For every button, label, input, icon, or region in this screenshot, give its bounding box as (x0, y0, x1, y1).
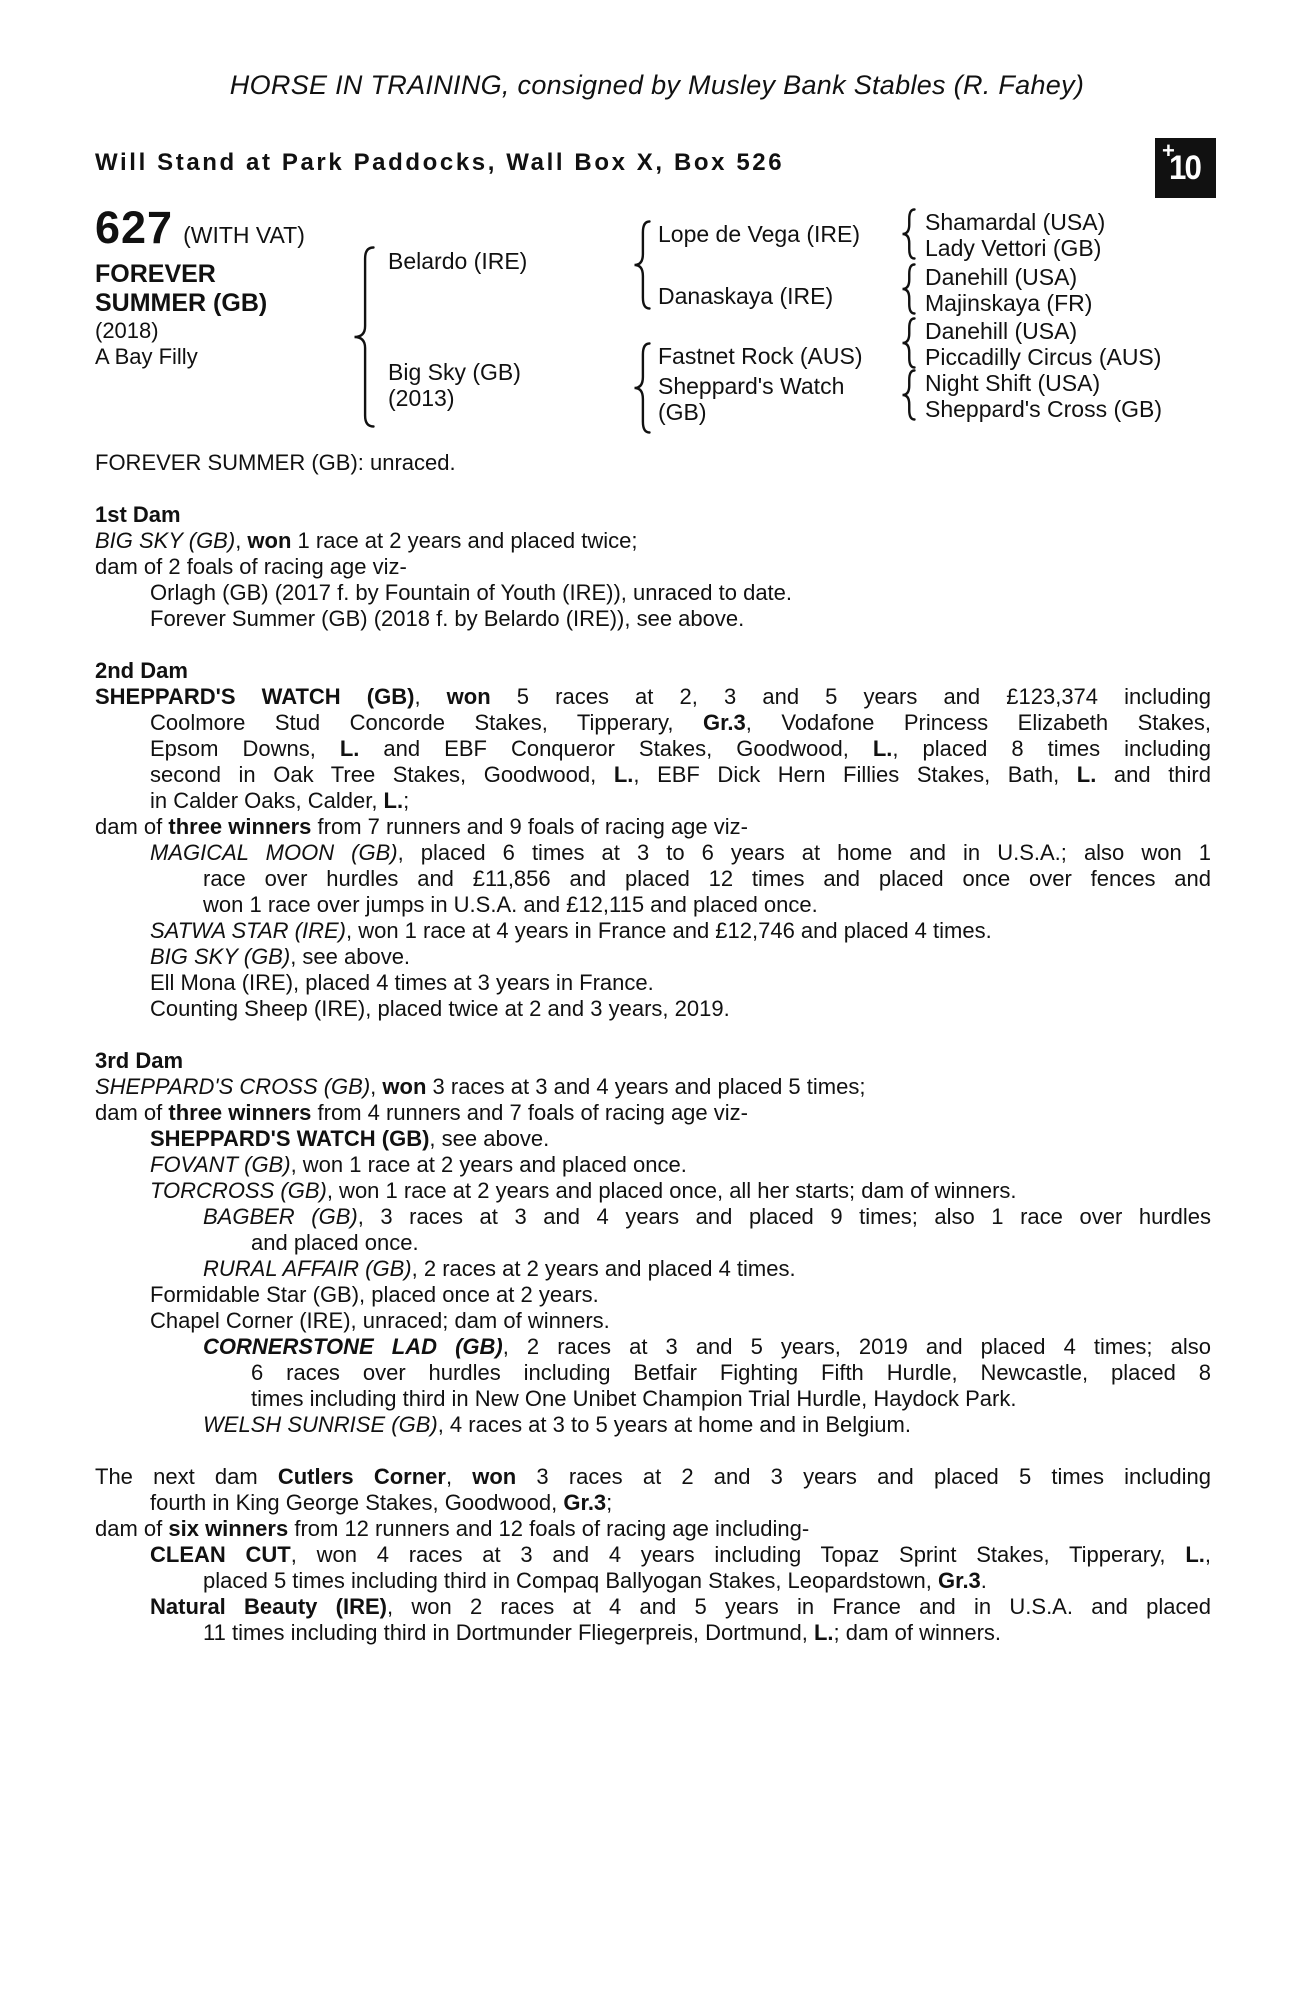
dam-section-heading (95, 658, 1211, 684)
text-segment: L. (813, 1620, 834, 1645)
catalogue-text-line (95, 1516, 1211, 1542)
pedigree-gen3-name: Danehill (USA) (925, 264, 1078, 290)
text-segment: RURAL AFFAIR (GB) (203, 1256, 412, 1281)
text-segment: , see above. (429, 1126, 550, 1151)
text-segment: , won 2 races at 4 and 5 years in France and in U.S.A. and placed (386, 1594, 1211, 1619)
text-segment: , Vodafone Princess Elizabeth Stakes, (745, 710, 1211, 735)
text-segment: fourth in King George Stakes, Goodwood, (150, 1490, 564, 1515)
catalogue-text-line (95, 684, 1211, 710)
horse-description: A Bay Filly (95, 344, 198, 369)
text-segment: FOREVER SUMMER (GB): unraced. (95, 450, 456, 475)
catalogue-text-line (203, 1256, 1211, 1282)
lot-header (95, 202, 305, 254)
text-segment: won (382, 1074, 427, 1099)
catalogue-text-line (251, 1230, 1211, 1256)
horse-name-line-2: SUMMER (GB) (95, 289, 268, 317)
text-segment: L. (383, 788, 404, 813)
text-segment: , placed 8 times including (892, 736, 1212, 761)
pedigree-gen3-name: Danehill (USA) (925, 318, 1078, 344)
text-segment: , (414, 684, 447, 709)
text-segment: Counting Sheep (IRE), placed twice at 2 and 3 years, 2019. (150, 996, 730, 1021)
pedigree-gen3-name: Night Shift (USA) (925, 370, 1101, 396)
text-segment: Gr.3 (702, 710, 746, 735)
catalogue-text-line (150, 1594, 1211, 1620)
pedigree-brace-gen1 (353, 246, 375, 428)
pedigree-gen3-name: Lady Vettori (GB) (925, 235, 1102, 261)
catalogue-text-line (150, 788, 1211, 814)
text-segment: TORCROSS (GB) (150, 1178, 327, 1203)
text-segment: Orlagh (GB) (2017 f. by Fountain of Youth (IRE)), unraced to date. (150, 580, 793, 605)
text-segment: 5 races at 2, 3 and 5 years and £123,374 including (490, 684, 1211, 709)
text-segment: 2nd Dam (95, 658, 188, 683)
text-segment: placed 5 times including third in Compaq Ballyogan Stakes, Leopardstown, (203, 1568, 938, 1593)
pedigree-body (95, 450, 1211, 1646)
dam-section-heading (95, 1048, 1211, 1074)
catalogue-text-line (150, 762, 1211, 788)
pedigree-gen3-name: Majinskaya (FR) (925, 290, 1093, 316)
text-segment: and third (1096, 762, 1211, 787)
catalogue-text-line (150, 918, 1211, 944)
catalogue-text-line (150, 1282, 1211, 1308)
catalogue-text-line (203, 1568, 1211, 1594)
catalogue-text-line (150, 1152, 1211, 1178)
text-segment: L. (613, 762, 634, 787)
text-segment: Gr.3 (563, 1490, 607, 1515)
text-segment: 1 race at 2 years and placed twice; (291, 528, 638, 553)
text-segment: , 2 races at 2 years and placed 4 times. (411, 1256, 796, 1281)
text-segment: Cutlers Corner (277, 1464, 446, 1489)
catalogue-text-line (95, 1100, 1211, 1126)
text-segment: CLEAN CUT (150, 1542, 291, 1567)
consignor-header: HORSE IN TRAINING, consigned by Musley Bank Stables (R. Fahey) (229, 70, 1085, 100)
text-segment: and EBF Conqueror Stakes, Goodwood, (359, 736, 873, 761)
text-segment: from 7 runners and 9 foals of racing age viz- (311, 814, 748, 839)
pedigree-dam-dam-line2: (GB) (658, 399, 707, 425)
text-segment: BIG SKY (GB) (150, 944, 291, 969)
catalogue-text-line (150, 840, 1211, 866)
text-segment: Formidable Star (GB), placed once at 2 years. (150, 1282, 599, 1307)
premium-badge (1155, 138, 1216, 198)
pedigree-brace-gen2-dam (633, 342, 651, 434)
text-segment: , 2 races at 3 and 5 years, 2019 and placed 4 times; also (502, 1334, 1211, 1359)
pedigree-brace-gen3-2 (901, 263, 916, 315)
pedigree-gen3-name: Shamardal (USA) (925, 209, 1106, 235)
text-segment: L. (872, 736, 893, 761)
text-segment: , (235, 528, 248, 553)
text-segment: times including third in New One Unibet Champion Trial Hurdle, Haydock Park. (251, 1386, 1017, 1411)
catalogue-text-line (203, 866, 1211, 892)
text-segment: CORNERSTONE LAD (GB) (203, 1334, 503, 1359)
pedigree-sire: Belardo (IRE) (388, 248, 528, 274)
pedigree-sire-sire: Lope de Vega (IRE) (658, 221, 861, 247)
text-segment: 6 races over hurdles including Betfair Fighting Fifth Hurdle, Newcastle, placed 8 (251, 1360, 1211, 1385)
catalogue-text-line (150, 1308, 1211, 1334)
pedigree-brace-gen3-1 (901, 208, 916, 260)
text-segment: and placed once. (251, 1230, 419, 1255)
text-segment: won (472, 1464, 517, 1489)
pedigree-brace-gen3-3 (901, 317, 916, 369)
catalogue-text-line (203, 1620, 1211, 1646)
text-segment: Natural Beauty (IRE) (150, 1594, 387, 1619)
catalogue-text-line (150, 944, 1211, 970)
text-segment: MAGICAL MOON (GB) (150, 840, 398, 865)
text-segment: SATWA STAR (IRE) (150, 918, 346, 943)
text-segment: , won 1 race at 2 years and placed once, all her starts; dam of winners. (326, 1178, 1017, 1203)
text-segment: , won 1 race at 4 years in France and £12,746 and placed 4 times. (345, 918, 992, 943)
text-segment: , won 4 races at 3 and 4 years including Topaz Sprint Stakes, Tipperary, (290, 1542, 1186, 1567)
text-segment: , (445, 1464, 473, 1489)
catalogue-text-line (203, 892, 1211, 918)
text-segment: race over hurdles and £11,856 and placed 12 times and placed once over fences and (203, 866, 1211, 891)
text-segment: 3rd Dam (95, 1048, 184, 1073)
text-segment: L. (1185, 1542, 1205, 1567)
stand-location-line: Will Stand at Park Paddocks, Wall Box X, Box 526 (95, 149, 785, 176)
text-segment: FOVANT (GB) (150, 1152, 291, 1177)
plus-icon: + (1162, 138, 1175, 163)
text-segment: SHEPPARD'S WATCH (GB) (150, 1126, 430, 1151)
text-segment: second in Oak Tree Stakes, Goodwood, (150, 762, 614, 787)
text-segment: Epsom Downs, (150, 736, 340, 761)
text-segment: The next dam (95, 1464, 278, 1489)
pedigree-dam-dam-line1: Sheppard's Watch (658, 373, 845, 399)
catalogue-text-line (95, 814, 1211, 840)
text-segment: , 4 races at 3 to 5 years at home and in Belgium. (437, 1412, 911, 1437)
text-segment: three winners (168, 1100, 312, 1125)
text-segment: 1st Dam (95, 502, 181, 527)
text-segment: 11 times including third in Dortmunder Fliegerpreis, Dortmund, (203, 1620, 814, 1645)
pedigree-gen3-name: Piccadilly Circus (AUS) (925, 344, 1162, 370)
text-segment: , (1204, 1542, 1211, 1567)
text-segment: dam of (95, 1100, 169, 1125)
text-segment: dam of (95, 814, 169, 839)
catalogue-text-line (95, 554, 1211, 580)
badge-number: 10 (1169, 149, 1201, 187)
text-segment: from 4 runners and 7 foals of racing age viz- (311, 1100, 748, 1125)
pedigree-brace-gen3-4 (901, 369, 916, 421)
text-segment: won 1 race over jumps in U.S.A. and £12,115 and placed once. (203, 892, 818, 917)
catalogue-text-line (150, 1178, 1211, 1204)
text-segment: ; (403, 788, 410, 813)
catalogue-text-line (203, 1204, 1211, 1230)
pedigree-gen3-name: Sheppard's Cross (GB) (925, 396, 1163, 422)
text-segment: 3 races at 2 and 3 years and placed 5 times including (516, 1464, 1211, 1489)
text-segment: , see above. (290, 944, 411, 969)
catalogue-text-line (150, 580, 1211, 606)
text-segment: , EBF Dick Hern Fillies Stakes, Bath, (633, 762, 1077, 787)
text-segment: Coolmore Stud Concorde Stakes, Tipperary, (150, 710, 703, 735)
catalogue-text-line (203, 1412, 1211, 1438)
text-segment: BIG SKY (GB) (95, 528, 236, 553)
text-segment: L. (1076, 762, 1097, 787)
catalogue-text-line (150, 1126, 1211, 1152)
text-segment: three winners (168, 814, 312, 839)
text-segment: won (446, 684, 491, 709)
text-segment: , won 1 race at 2 years and placed once. (290, 1152, 687, 1177)
catalogue-text-line (150, 996, 1211, 1022)
text-segment: ; (606, 1490, 613, 1515)
text-segment: won (247, 528, 292, 553)
pedigree-sire-dam: Danaskaya (IRE) (658, 283, 834, 309)
text-segment: . (980, 1568, 987, 1593)
pedigree-dam-sire: Fastnet Rock (AUS) (658, 343, 863, 369)
catalogue-text-line (251, 1386, 1211, 1412)
foal-year: (2018) (95, 318, 159, 343)
catalogue-text-line (251, 1360, 1211, 1386)
catalogue-text-line (203, 1334, 1211, 1360)
text-segment: Forever Summer (GB) (2018 f. by Belardo (IRE)), see above. (150, 606, 745, 631)
dam-section-heading (95, 502, 1211, 528)
catalogue-text-line (150, 710, 1211, 736)
pedigree-dam-line2: (2013) (388, 385, 455, 411)
text-segment: L. (339, 736, 360, 761)
text-segment: six winners (168, 1516, 289, 1541)
catalogue-text-line (150, 736, 1211, 762)
catalogue-text-line (95, 528, 1211, 554)
text-segment: dam of (95, 1516, 169, 1541)
vat-note: (WITH VAT) (183, 222, 305, 248)
catalogue-text-line (150, 1490, 1211, 1516)
text-segment: BAGBER (GB) (203, 1204, 358, 1229)
text-segment: WELSH SUNRISE (GB) (203, 1412, 438, 1437)
catalogue-text-line (95, 450, 1211, 476)
catalogue-text-line (150, 970, 1211, 996)
text-segment: Ell Mona (IRE), placed 4 times at 3 years in France. (150, 970, 654, 995)
text-segment: from 12 runners and 12 foals of racing age including- (288, 1516, 810, 1541)
catalogue-text-line (150, 1542, 1211, 1568)
text-segment: dam of 2 foals of racing age viz- (95, 554, 407, 579)
text-segment: , (370, 1074, 383, 1099)
catalogue-text-line (150, 606, 1211, 632)
pedigree-dam-line1: Big Sky (GB) (388, 359, 521, 385)
lot-number: 627 (95, 202, 174, 253)
pedigree-brace-gen2-sire (633, 220, 651, 310)
text-segment: ; dam of winners. (833, 1620, 1002, 1645)
text-segment: SHEPPARD'S WATCH (GB) (95, 684, 415, 709)
text-segment: SHEPPARD'S CROSS (GB) (95, 1074, 371, 1099)
text-segment: , 3 races at 3 and 4 years and placed 9 times; also 1 race over hurdles (357, 1204, 1211, 1229)
catalogue-text-line (95, 1464, 1211, 1490)
text-segment: Gr.3 (937, 1568, 981, 1593)
horse-name-line-1: FOREVER (95, 260, 216, 288)
text-segment: Chapel Corner (IRE), unraced; dam of winners. (150, 1308, 610, 1333)
text-segment: in Calder Oaks, Calder, (150, 788, 384, 813)
catalogue-text-line (95, 1074, 1211, 1100)
text-segment: 3 races at 3 and 4 years and placed 5 times; (426, 1074, 866, 1099)
text-segment: , placed 6 times at 3 to 6 years at home and in U.S.A.; also won 1 (397, 840, 1211, 865)
